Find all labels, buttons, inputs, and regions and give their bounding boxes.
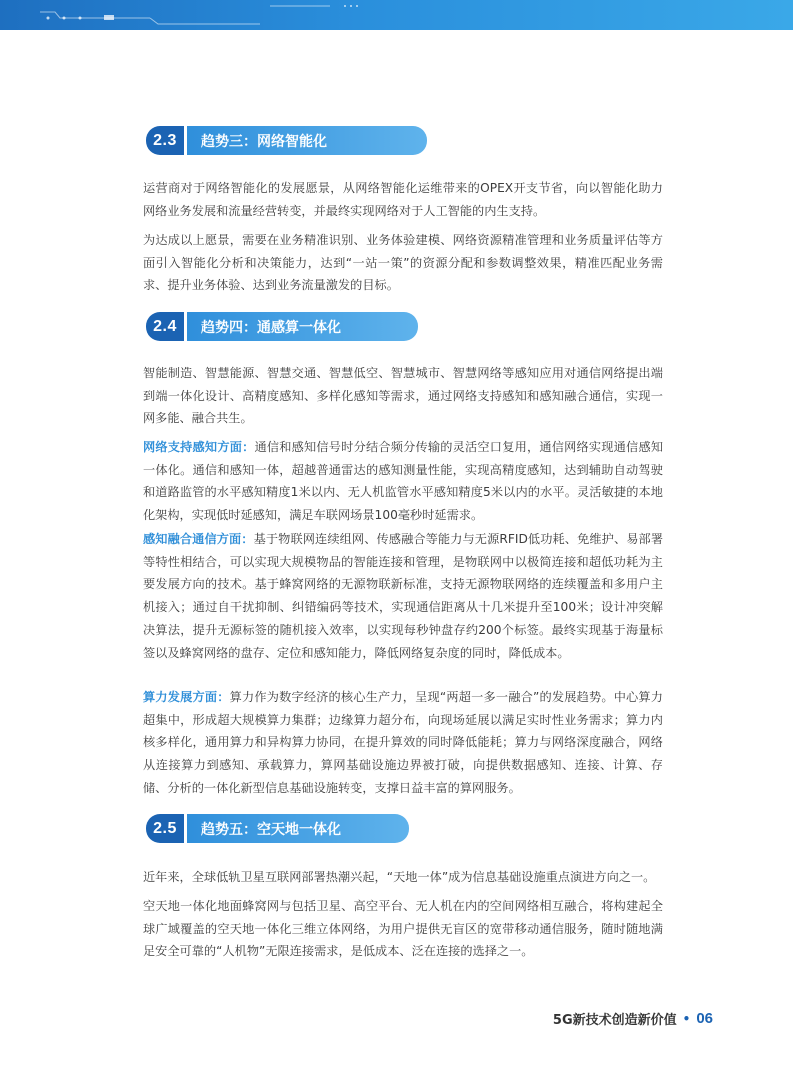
section-number: 2.4 <box>146 312 184 341</box>
paragraph-body: 通信和感知信号时分结合频分传输的灵活空口复用，通信网络实现通信感知一体化。通信和感知一体，超越普通雷达的感知测量性能，实现高精度感知，达到辅助自动驾驶和道路监管的水平感知精度1米以内、无人机监管水平感知精度5米以内的水平。灵活敏捷的本地化架构，实现低时延感知，满足车联网场景100毫秒时延需求。 <box>143 440 664 523</box>
paragraph-lead: 算力发展方面： <box>143 690 230 704</box>
paragraph: 为达成以上愿景，需要在业务精准识别、业务体验建模、网络资源精准管理和业务质量评估等方面引入智能化分析和决策能力，达到“一站一策”的资源分配和参数调整效果，精准匹配业务需求、提升业务体验、达到业务流量激发的目标。 <box>143 233 663 293</box>
paragraph-body: 基于物联网连续组网、传感融合等能力与无源RFID低功耗、免维护、易部署等特性相结合，可以实现大规模物品的智能连接和管理，是物联网中以极简连接和超低功耗为主要发展方向的技术。基于蜂窝网络的无源物联新标准，支持无源物联网络的连续覆盖和多用户主机接入；通过自干扰抑制、纠错编码等技术，实现通信距离从十几米提升至100米；设计冲突解决算法，提升无源标签的随机接入效率，以实现每秒钟盘存约200个标签。最终实现基于海量标签以及蜂窝网络的盘存、定位和感知能力，降低网络复杂度的同时，降低成本。 <box>143 532 664 660</box>
paragraph-lead: 感知融合通信方面： <box>143 532 254 546</box>
page-footer <box>553 1009 713 1028</box>
paragraph: 智能制造、智慧能源、智慧交通、智慧低空、智慧城市、智慧网络等感知应用对通信网络提出端到端一体化设计、高精度感知、多样化感知等需求，通过网络支持感知和感知融合通信，实现一网多能、融合共生。 <box>143 366 663 426</box>
paragraph-body: 算力作为数字经济的核心生产力，呈现“两超一多一融合”的发展趋势。中心算力超集中，形成超大规模算力集群；边缘算力超分布，向现场延展以满足实时性业务需求；算力内核多样化，通用算力和异构算力协同，在提升算效的同时降低能耗；算力与网络深度融合，网络从连接算力到感知、承载算力，算网基础设施边界被打破，向提供数据感知、连接、计算、存储、分析的一体化新型信息基础设施转变，支撑日益丰富的算网服务。 <box>143 690 663 795</box>
paragraph: 近年来，全球低轨卫星互联网部署热潮兴起，“天地一体”成为信息基础设施重点演进方向之一。 <box>143 870 656 884</box>
section-number: 2.5 <box>146 814 184 843</box>
paragraph-lead: 网络支持感知方面： <box>143 440 255 454</box>
section-header-2-4 <box>146 312 418 341</box>
page-number: 06 <box>696 1010 713 1027</box>
top-banner <box>0 0 793 30</box>
paragraph <box>143 686 663 800</box>
section-number: 2.3 <box>146 126 184 155</box>
section-title: 趋势三：网络智能化 <box>187 126 427 155</box>
footer-separator: • <box>682 1011 691 1026</box>
circuit-decoration-icon <box>0 0 793 30</box>
paragraph: 运营商对于网络智能化的发展愿景，从网络智能化运维带来的OPEX开支节省，向以智能化助力网络业务发展和流量经营转变，并最终实现网络对于人工智能的内生支持。 <box>143 181 663 218</box>
paragraph: 空天地一体化地面蜂窝网与包括卫星、高空平台、无人机在内的空间网络相互融合，将构建起全球广域覆盖的空天地一体化三维立体网络，为用户提供无盲区的宽带移动通信服务，随时随地满足安全可靠的“人机物”无限连接需求，是低成本、泛在连接的选择之一。 <box>143 899 663 959</box>
section-title: 趋势五：空天地一体化 <box>187 814 409 843</box>
section-header-2-5 <box>146 814 409 843</box>
section-header-2-3 <box>146 126 427 155</box>
footer-text: 5G新技术创造新价值 <box>552 1013 677 1028</box>
section-title: 趋势四：通感算一体化 <box>187 312 418 341</box>
paragraph <box>143 528 663 664</box>
paragraph <box>143 436 663 527</box>
